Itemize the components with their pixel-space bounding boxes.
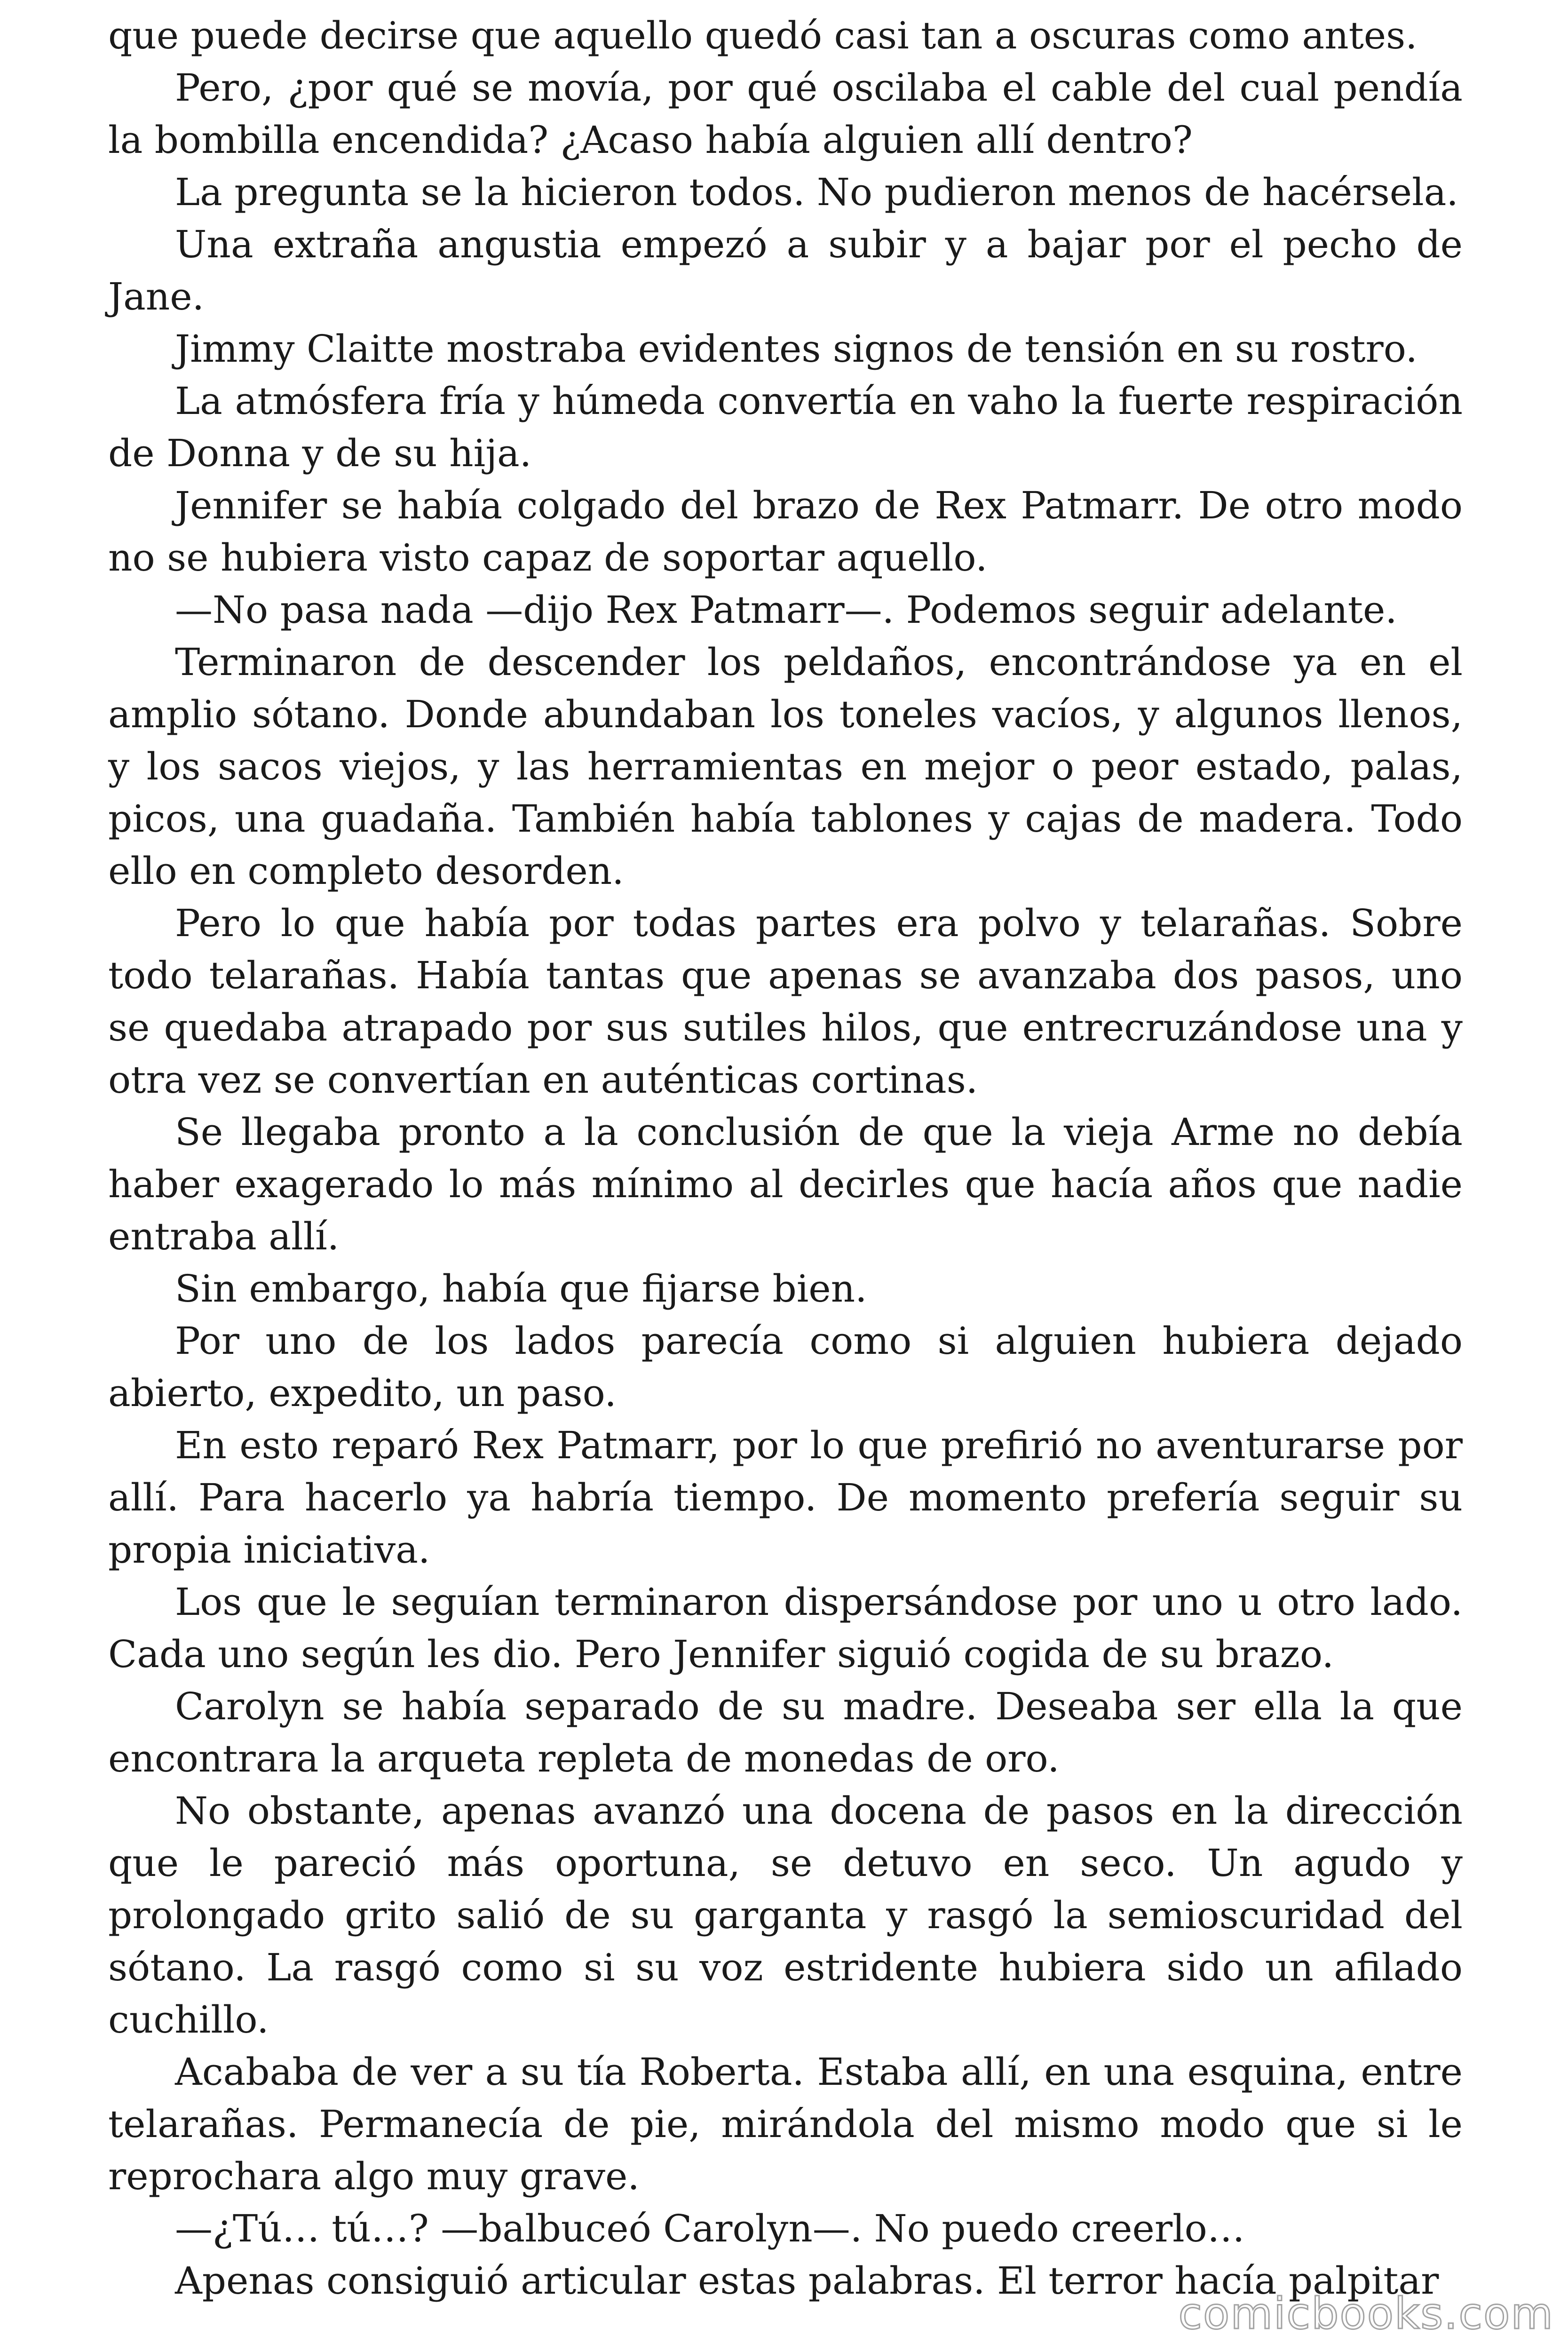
- paragraph: Se llegaba pronto a la conclusión de que la vieja Arme no debía haber exagerado lo más mínimo al decirles que hacía años que nadie entraba allí.: [108, 1110, 1463, 1258]
- paragraph: La atmósfera fría y húmeda convertía en vaho la fuerte respiración de Donna y de su hija.: [108, 379, 1463, 475]
- paragraph: Jimmy Claitte mostraba evidentes signos de tensión en su rostro.: [175, 327, 1418, 371]
- paragraph: Carolyn se había separado de su madre. Deseaba ser ella la que encontrara la arqueta repleta de monedas de oro.: [108, 1685, 1463, 1780]
- paragraph: Pero lo que había por todas partes era polvo y telarañas. Sobre todo telarañas. Había tantas que apenas se avanzaba dos pasos, uno se quedaba atrapado por sus sutiles hilos, que entrecruzándose una y otra vez se convertían en auténticas cortinas.: [108, 901, 1463, 1102]
- paragraph: La pregunta se la hicieron todos. No pudieron menos de hacérsela.: [175, 170, 1458, 214]
- paragraph: En esto reparó Rex Patmarr, por lo que prefirió no aventurarse por allí. Para hacerlo ya habría tiempo. De momento prefería seguir su propia iniciativa.: [108, 1423, 1463, 1572]
- paragraph: Apenas consiguió articular estas palabras. El terror hacía palpitar: [175, 2259, 1439, 2303]
- paragraph: Jennifer se había colgado del brazo de Rex Patmarr. De otro modo no se hubiera visto capaz de soportar aquello.: [108, 484, 1463, 580]
- paragraph: Terminaron de descender los peldaños, encontrándose ya en el amplio sótano. Donde abundaban los toneles vacíos, y algunos llenos, y los sacos viejos, y las herramientas en mejor o peor estado, palas, picos, una guadaña. También había tablones y cajas de madera. Todo ello en completo desorden.: [108, 640, 1463, 893]
- paragraph: —No pasa nada —dijo Rex Patmarr—. Podemos seguir adelante.: [175, 588, 1397, 632]
- paragraph: No obstante, apenas avanzó una docena de pasos en la dirección que le pareció más oportuna, se detuvo en seco. Un agudo y prolongado grito salió de su garganta y rasgó la semioscuridad del sótano. La rasgó como si su voz estridente hubiera sido un afilado cuchillo.: [108, 1789, 1463, 2042]
- paragraph: Los que le seguían terminaron dispersándose por uno u otro lado. Cada uno según les dio. Pero Jennifer siguió cogida de su brazo.: [108, 1580, 1463, 1676]
- paragraph: Una extraña angustia empezó a subir y a bajar por el pecho de Jane.: [108, 222, 1463, 318]
- watermark: comicbooks.com: [1178, 2288, 1554, 2339]
- book-page-text: [108, 9, 1463, 2307]
- paragraph: Acababa de ver a su tía Roberta. Estaba allí, en una esquina, entre telarañas. Permanecía de pie, mirándola del mismo modo que si le reprochara algo muy grave.: [108, 2050, 1463, 2198]
- paragraph: Sin embargo, había que fijarse bien.: [175, 1267, 867, 1311]
- paragraph: —¿Tú… tú…? —balbuceó Carolyn—. No puedo creerlo…: [175, 2207, 1245, 2250]
- paragraph: Por uno de los lados parecía como si alguien hubiera dejado abierto, expedito, un paso.: [108, 1319, 1463, 1415]
- paragraph: que puede decirse que aquello quedó casi tan a oscuras como antes.: [108, 14, 1418, 57]
- paragraph: Pero, ¿por qué se movía, por qué oscilaba el cable del cual pendía la bombilla encendida? ¿Acaso había alguien allí dentro?: [108, 66, 1463, 162]
